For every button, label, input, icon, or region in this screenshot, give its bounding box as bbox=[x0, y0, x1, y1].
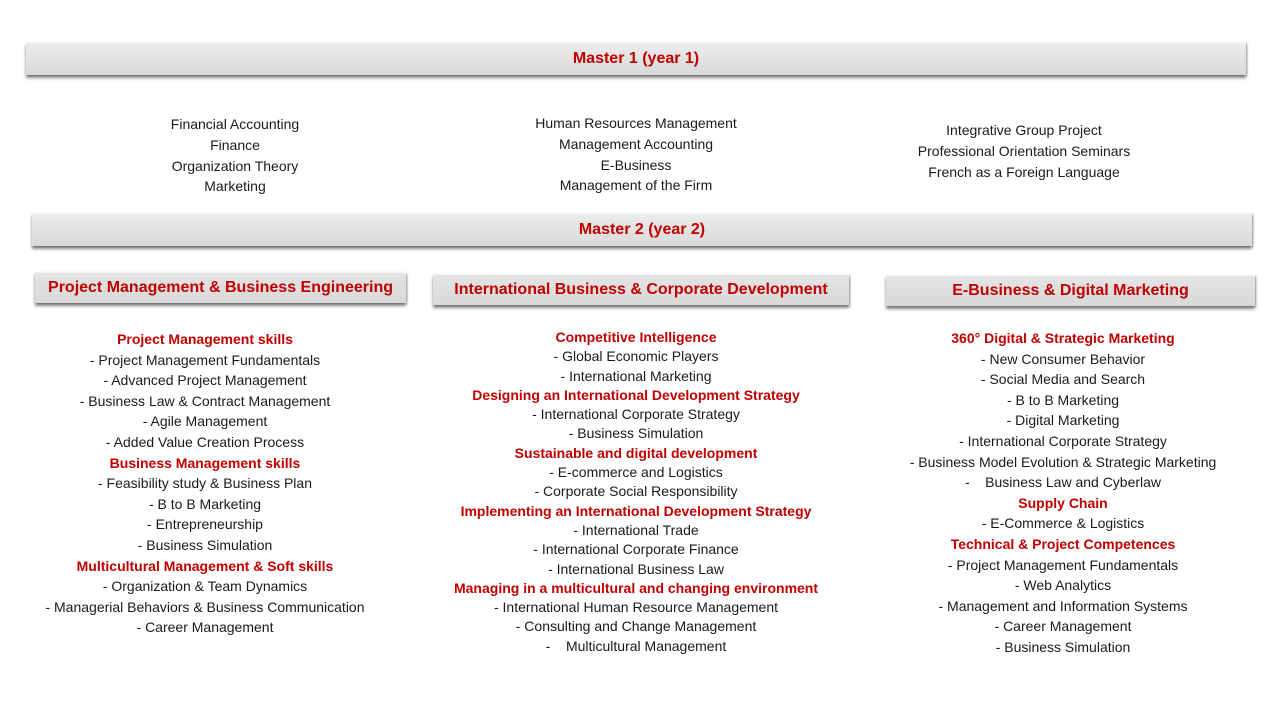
course-item: - Managerial Behaviors & Business Communication bbox=[45, 598, 365, 615]
track-3-courses bbox=[883, 328, 1243, 658]
course-item: - International Human Resource Management bbox=[493, 599, 779, 616]
section-heading: Project Management skills bbox=[117, 331, 293, 347]
section-heading: Supply Chain bbox=[1018, 494, 1108, 511]
master2-title: Master 2 (year 2) bbox=[578, 221, 706, 238]
course-item: - Added Value Creation Process bbox=[105, 433, 305, 450]
master1-column-2 bbox=[486, 113, 786, 196]
section-heading: Technical & Project Competences bbox=[950, 535, 1176, 552]
course-item: - International Corporate Strategy bbox=[532, 406, 740, 423]
track-title: E-Business & Digital Marketing bbox=[952, 282, 1189, 299]
course-item: - E-commerce and Logistics bbox=[549, 464, 723, 481]
course-item: - B to B Marketing bbox=[1006, 391, 1120, 408]
section-heading: Multicultural Management & Soft skills bbox=[76, 557, 334, 574]
track-header-international-business bbox=[433, 274, 849, 305]
track-1-courses bbox=[20, 329, 390, 638]
track-2-courses bbox=[436, 328, 836, 656]
course-item: - Project Management Fundamentals bbox=[89, 351, 321, 368]
course-item: - Web Analytics bbox=[1014, 577, 1112, 594]
course-item: - Feasibility study & Business Plan bbox=[98, 475, 312, 492]
master1-column-3 bbox=[874, 120, 1174, 182]
course-item: - Digital Marketing bbox=[1006, 412, 1120, 429]
course-item: - Social Media and Search bbox=[980, 371, 1146, 388]
course-item: - Global Economic Players bbox=[553, 348, 719, 365]
course-item: - Management and Information Systems bbox=[938, 597, 1188, 614]
master1-header bbox=[26, 42, 1246, 75]
course-item: - Business Simulation bbox=[568, 425, 704, 442]
course-item: Professional Orientation Seminars bbox=[917, 142, 1131, 159]
course-item: - Business Law and Cyberlaw bbox=[964, 474, 1162, 491]
course-item: Integrative Group Project bbox=[946, 122, 1102, 138]
course-item: Management of the Firm bbox=[559, 177, 713, 194]
course-item: - Business Law & Contract Management bbox=[79, 392, 331, 409]
section-heading: Business Management skills bbox=[109, 454, 301, 471]
master1-title: Master 1 (year 1) bbox=[572, 50, 700, 67]
course-item: - Career Management bbox=[136, 619, 274, 636]
section-heading: Managing in a multicultural and changing environment bbox=[453, 579, 819, 596]
master2-header bbox=[32, 213, 1252, 246]
course-item: - Business Simulation bbox=[995, 638, 1131, 655]
course-item: - Career Management bbox=[994, 618, 1132, 635]
course-item: E-Business bbox=[600, 156, 672, 173]
section-heading: Competitive Intelligence bbox=[555, 329, 717, 345]
course-item: - Corporate Social Responsibility bbox=[534, 483, 738, 500]
course-item: Marketing bbox=[204, 178, 266, 195]
course-item: - Entrepreneurship bbox=[147, 516, 263, 533]
track-header-ebusiness bbox=[886, 275, 1255, 306]
section-heading: Sustainable and digital development bbox=[514, 444, 758, 461]
section-heading: Implementing an International Development Strategy bbox=[460, 502, 812, 519]
course-item: Organization Theory bbox=[171, 157, 299, 174]
course-item: Human Resources Management bbox=[535, 115, 737, 131]
course-item: - B to B Marketing bbox=[148, 495, 262, 512]
course-item: - Business Simulation bbox=[137, 536, 273, 553]
course-item: - Multicultural Management bbox=[545, 637, 727, 654]
course-item: Finance bbox=[210, 136, 260, 153]
course-item: - Project Management Fundamentals bbox=[947, 556, 1179, 573]
master1-column-1 bbox=[135, 114, 335, 197]
course-item: - Advanced Project Management bbox=[103, 372, 307, 389]
course-item: - Consulting and Change Management bbox=[515, 618, 757, 635]
track-header-project-management bbox=[35, 272, 406, 303]
course-item: - Agile Management bbox=[142, 413, 268, 430]
course-item: - International Corporate Finance bbox=[533, 541, 739, 558]
track-title: International Business & Corporate Development bbox=[454, 281, 828, 298]
track-title: Project Management & Business Engineering bbox=[48, 279, 393, 296]
course-item: Management Accounting bbox=[558, 135, 714, 152]
course-item: - Organization & Team Dynamics bbox=[102, 578, 308, 595]
course-item: - Business Model Evolution & Strategic Marketing bbox=[909, 453, 1217, 470]
course-item: - New Consumer Behavior bbox=[980, 350, 1146, 367]
course-item: Financial Accounting bbox=[170, 116, 300, 132]
course-item: - International Business Law bbox=[548, 560, 724, 577]
section-heading: Designing an International Development Strategy bbox=[472, 386, 800, 403]
course-item: French as a Foreign Language bbox=[928, 163, 1120, 180]
course-item: - International Corporate Strategy bbox=[959, 432, 1167, 449]
course-item: - International Trade bbox=[573, 521, 699, 538]
section-heading: 360° Digital & Strategic Marketing bbox=[951, 330, 1175, 346]
course-item: - International Marketing bbox=[560, 367, 712, 384]
course-item: - E-Commerce & Logistics bbox=[981, 515, 1145, 532]
